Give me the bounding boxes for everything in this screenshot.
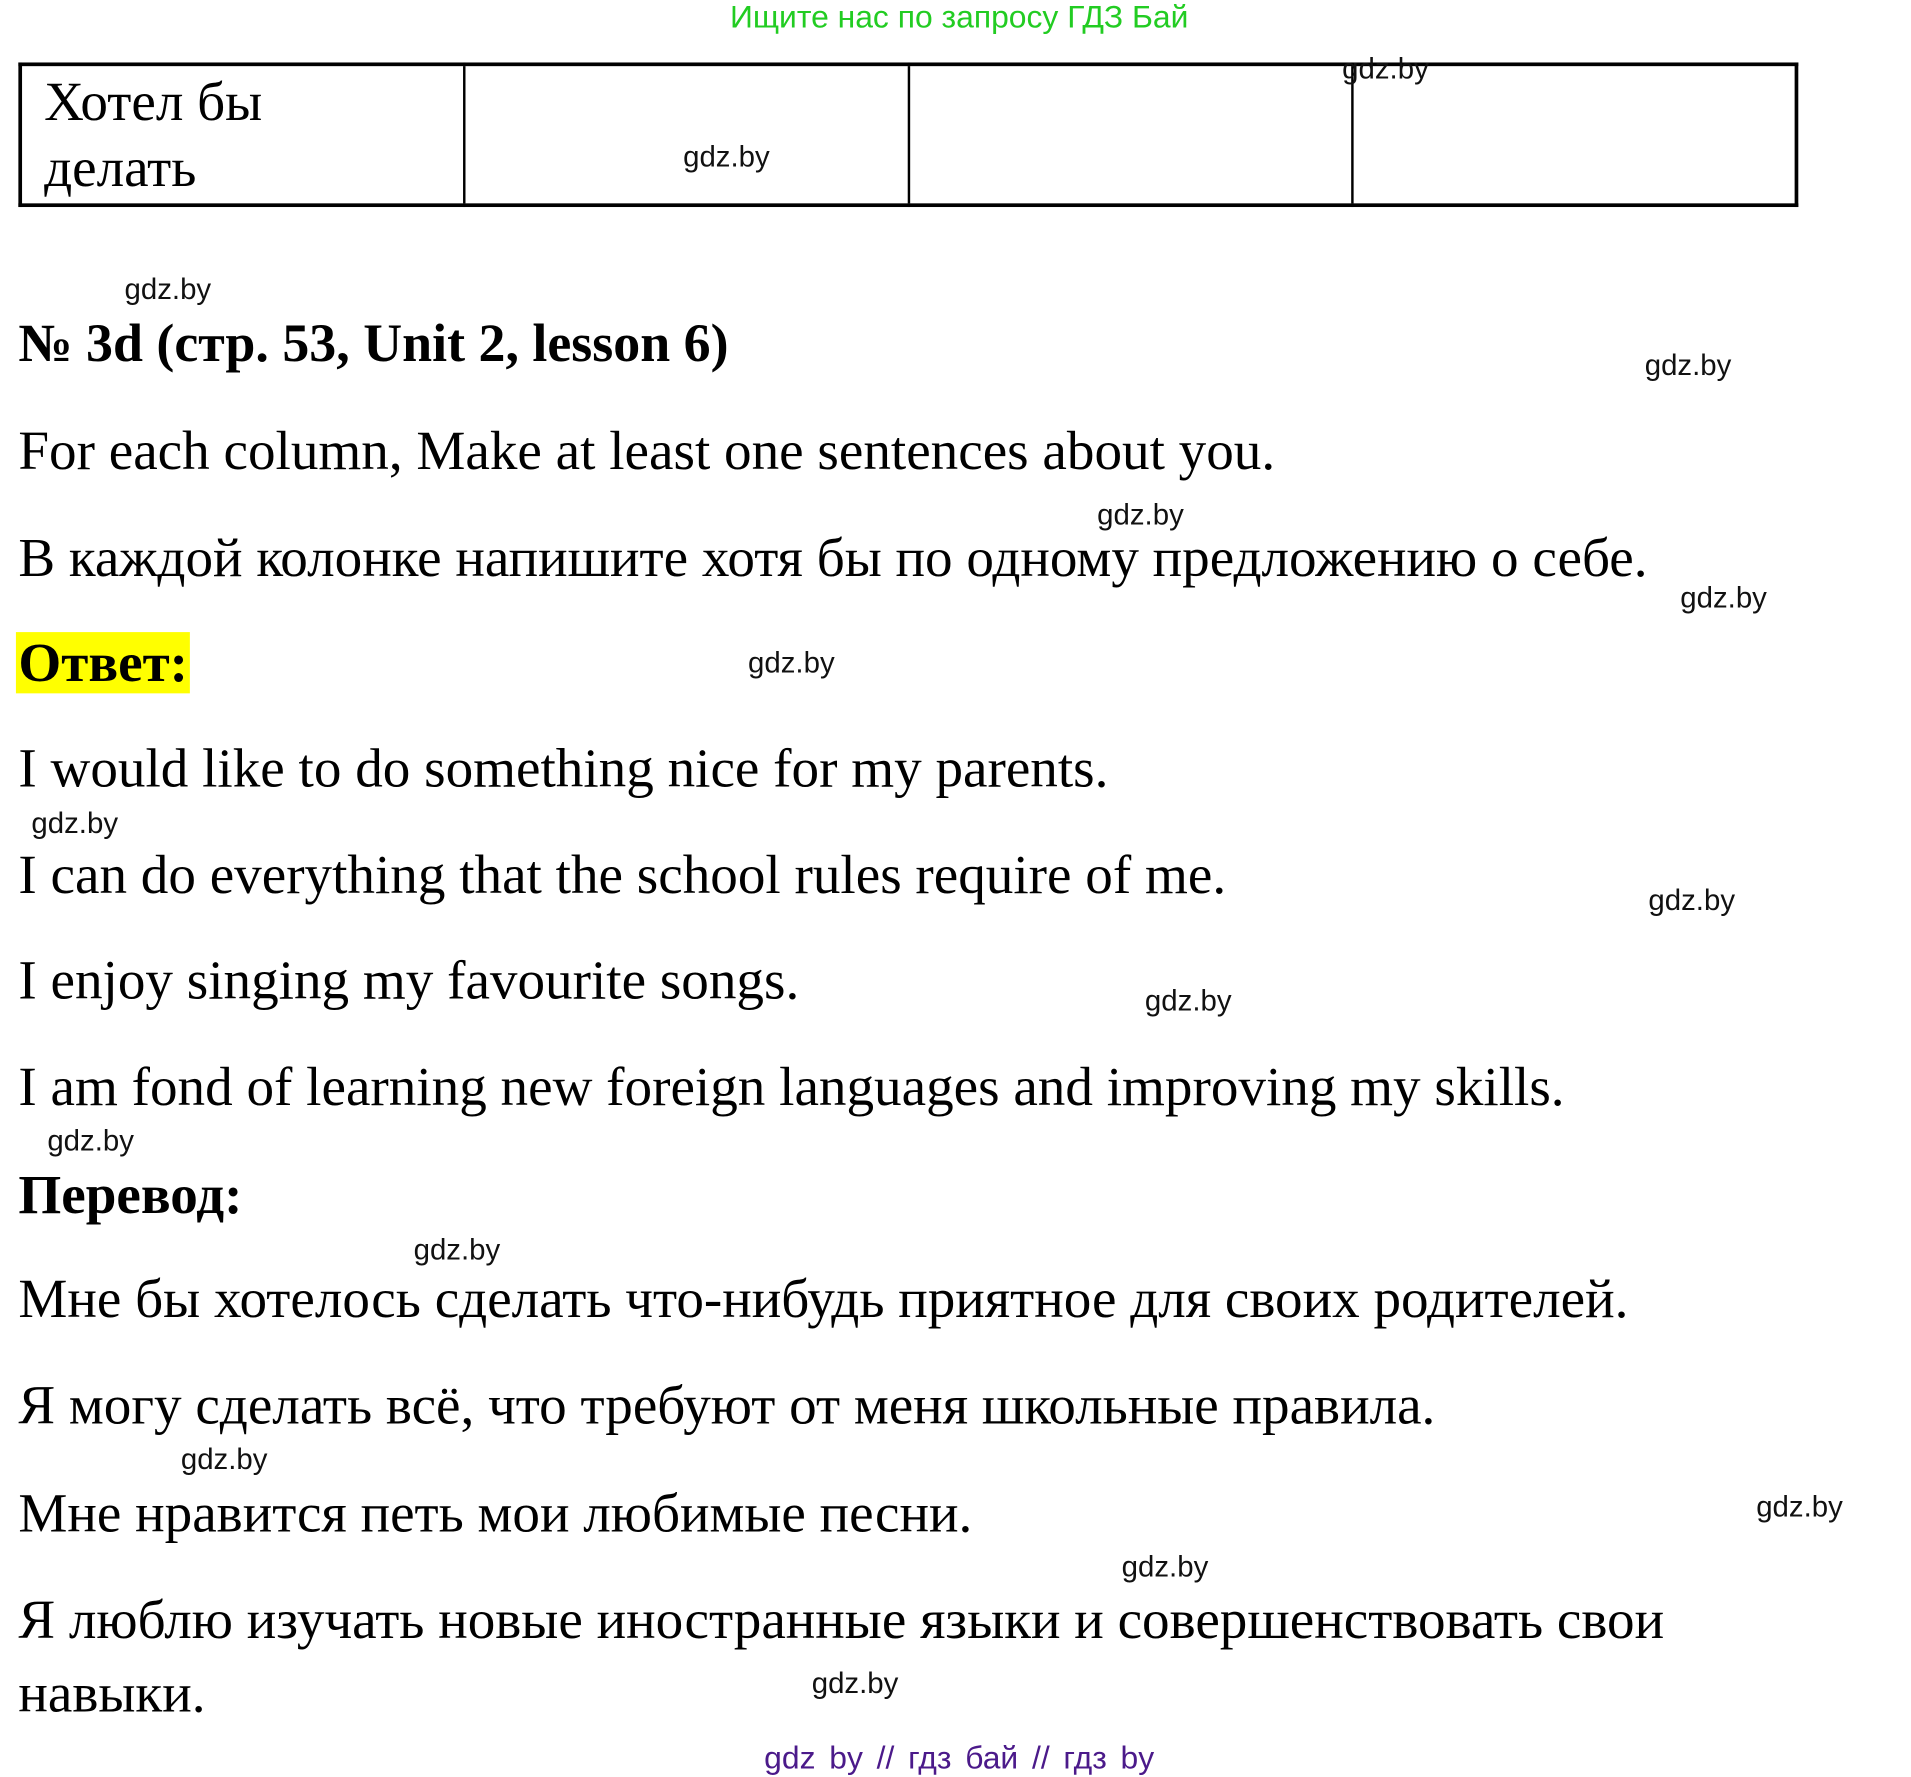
watermark: gdz.by (1648, 884, 1736, 918)
watermark: gdz.by (811, 1667, 899, 1701)
watermark: gdz.by (1342, 52, 1429, 86)
answer-line: I would like to do something nice for my parents. (18, 737, 1109, 799)
translation-line: Я люблю изучать новые иностранные языки и совершенствовать свои (18, 1588, 1665, 1651)
translation-line: навыки. (18, 1662, 206, 1724)
watermark: gdz.by (1680, 581, 1767, 615)
translation-line: Мне нравится петь мои любимые песни. (18, 1482, 973, 1544)
watermark: gdz.by (1144, 984, 1232, 1018)
answer-label (16, 631, 191, 695)
row-label-line1: Хотел бы (44, 71, 263, 133)
watermark: gdz.by (748, 646, 835, 680)
watermark: gdz.by (47, 1124, 134, 1158)
watermark: gdz.by (1756, 1490, 1843, 1524)
answer-label-highlight: Ответ: (16, 632, 191, 693)
watermark: gdz.by (31, 807, 119, 841)
watermark: gdz.by (124, 273, 212, 307)
search-banner: Ищите нас по запросу ГДЗ Бай (729, 0, 1189, 35)
watermark: gdz.by (180, 1443, 268, 1477)
translation-line: Мне бы хотелось сделать что-нибудь приятное для своих родителей. (18, 1267, 1629, 1330)
watermark: gdz.by (413, 1233, 501, 1267)
answer-line: I am fond of learning new foreign languages and improving my skills. (18, 1055, 1565, 1118)
answer-line: I enjoy singing my favourite songs. (18, 949, 800, 1011)
translation-line: Я могу сделать всё, что требуют от меня школьные правила. (18, 1374, 1436, 1436)
watermark: gdz.by (1644, 349, 1732, 383)
answer-line: I can do everything that the school rules require of me. (18, 844, 1227, 906)
row-label-line2: делать (44, 137, 197, 199)
table-cell (464, 64, 908, 205)
watermark: gdz.by (683, 140, 770, 174)
footer-links: gdz by // гдз бай // гдз by (764, 1738, 1155, 1776)
watermark: gdz.by (1121, 1550, 1209, 1584)
table-row (20, 64, 1796, 205)
table-row-label (20, 64, 464, 205)
exercise-heading: № 3d (стр. 53, Unit 2, lesson 6) (18, 312, 729, 374)
task-english: For each column, Make at least one sentences about you. (18, 420, 1276, 482)
task-russian: В каждой колонке напишите хотя бы по одному предложению о себе. (18, 526, 1648, 588)
table-cell (908, 64, 1352, 205)
translation-label: Перевод: (18, 1163, 243, 1225)
activity-table (18, 62, 1798, 207)
watermark: gdz.by (1097, 498, 1184, 532)
